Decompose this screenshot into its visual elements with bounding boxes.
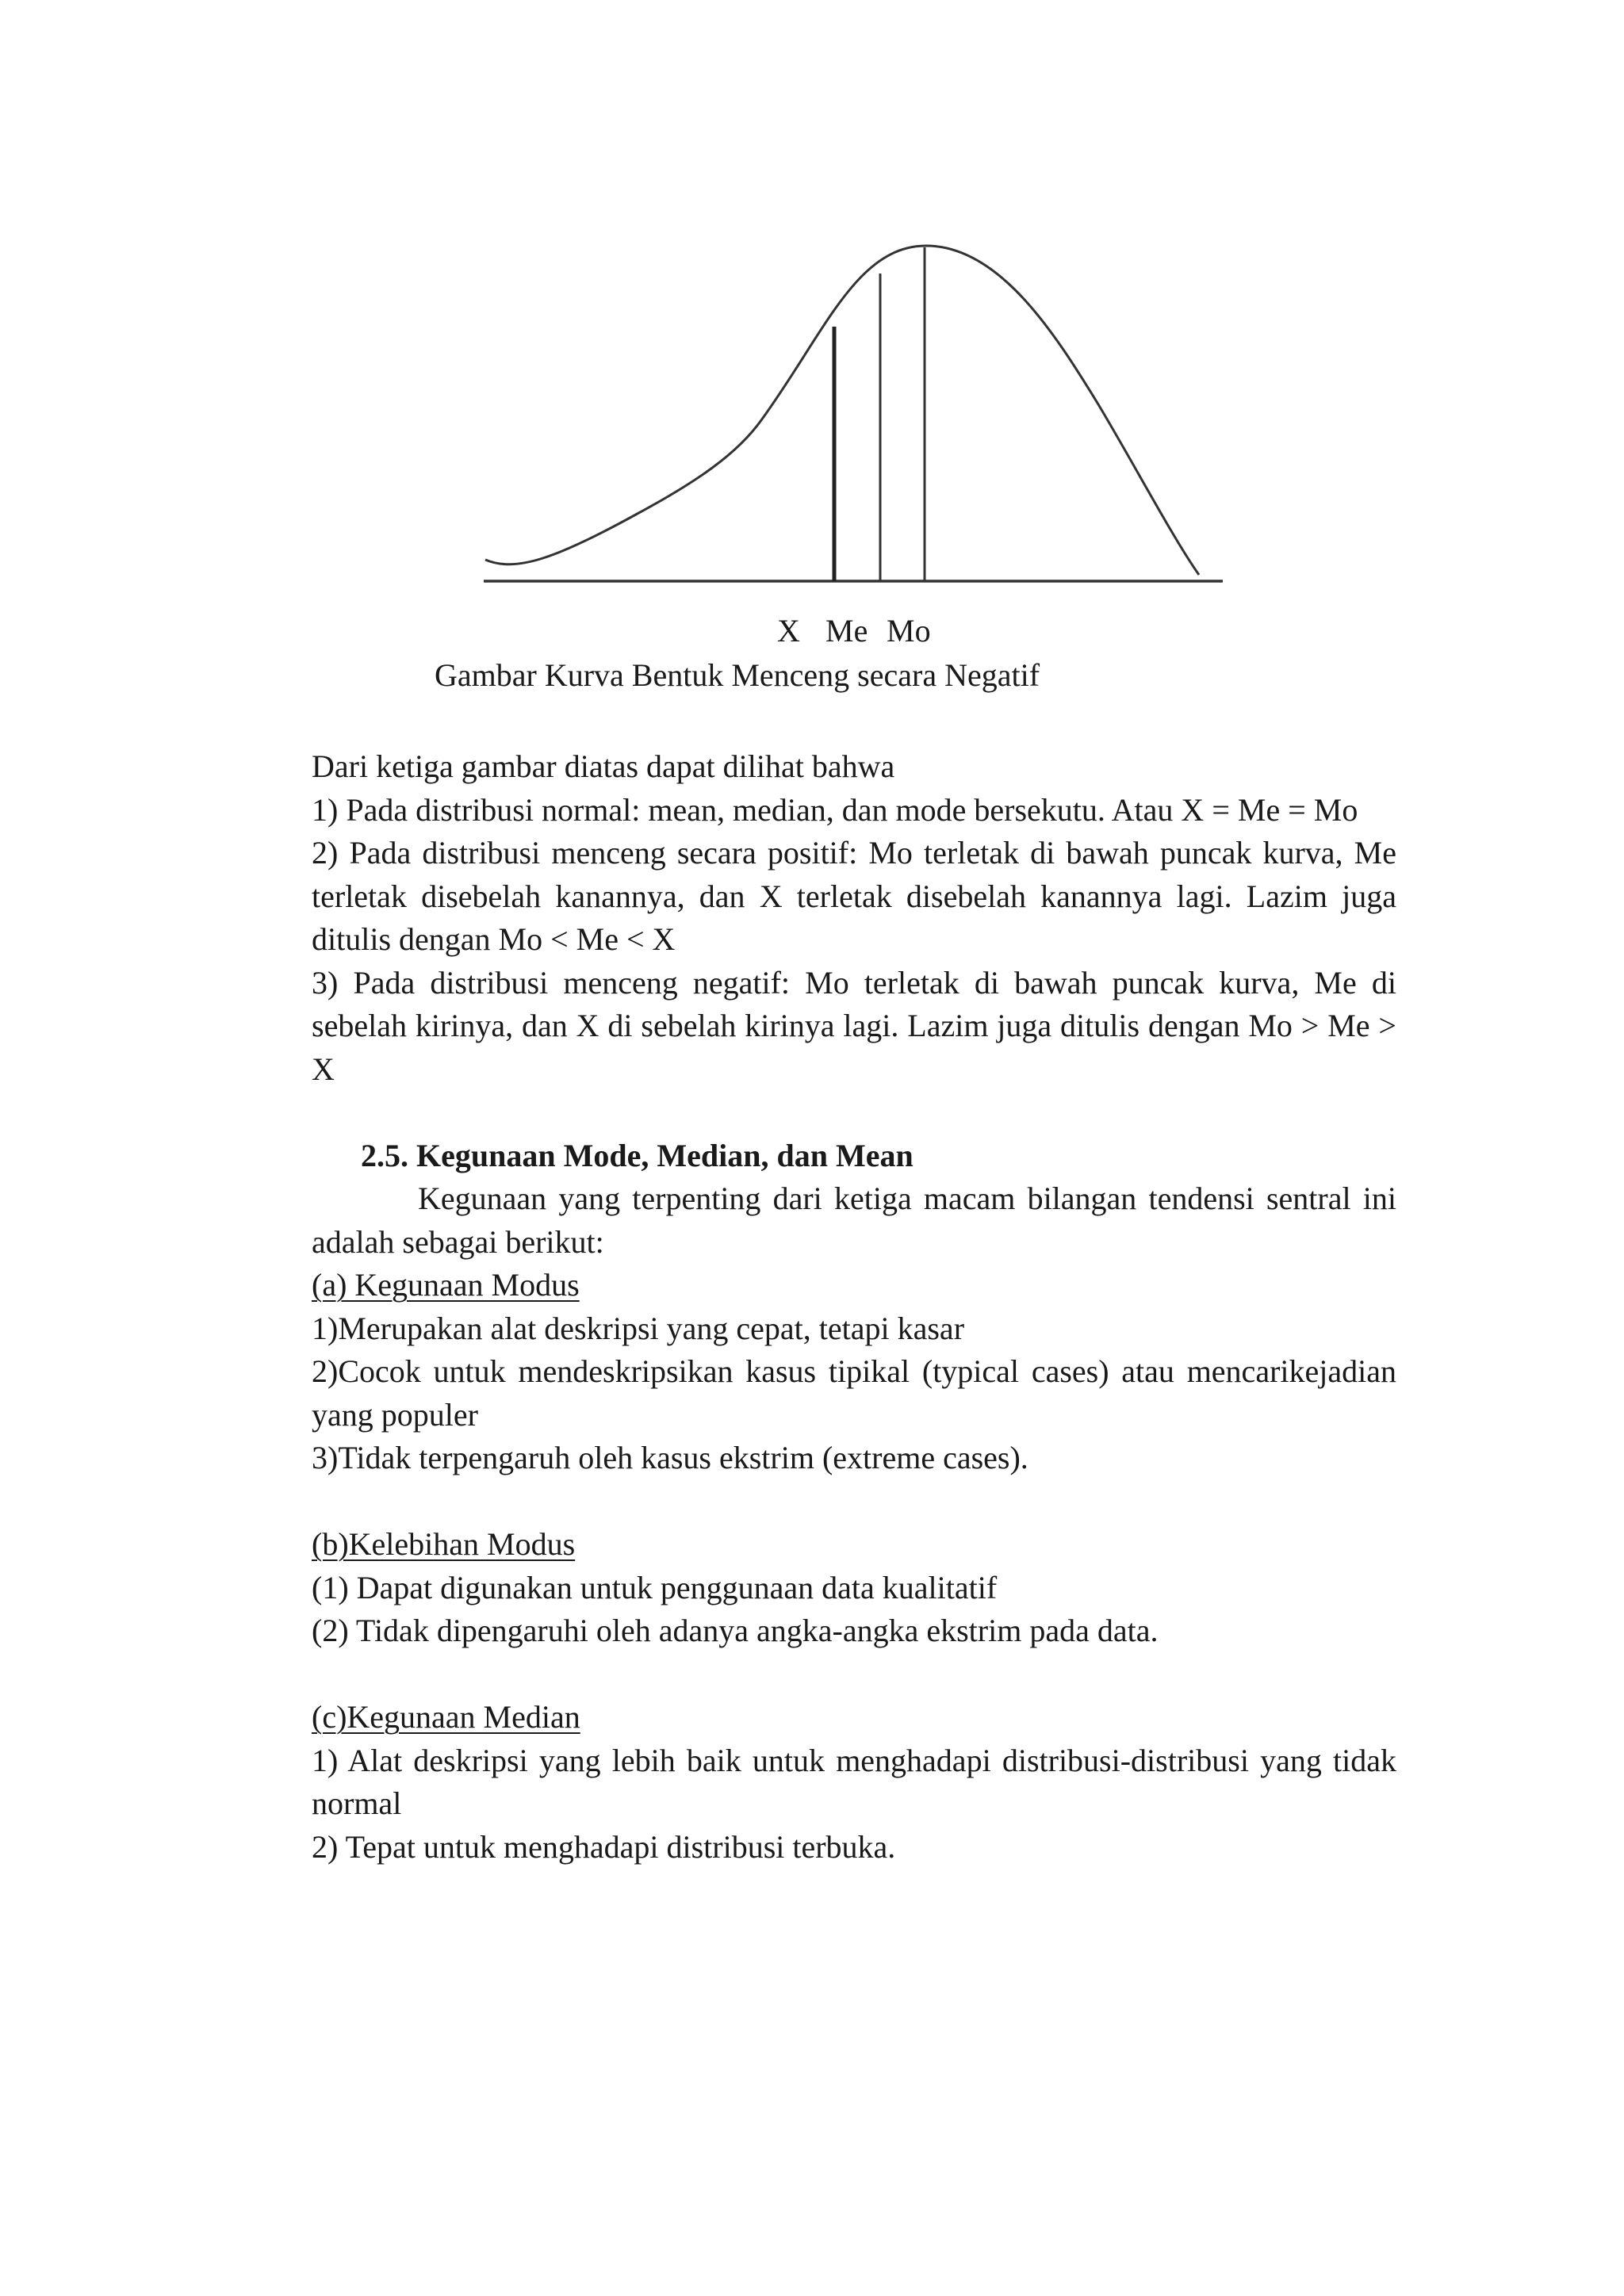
list-item: 1) Alat deskripsi yang lebih baik untuk menghadapi distribusi-distribusi yang tidak normal — [312, 1742, 1396, 1821]
negative-skew-curve-figure — [0, 0, 1624, 603]
list-item: 1)Merupakan alat deskripsi yang cepat, tetapi kasar — [312, 1310, 965, 1346]
list-item: (1) Dapat digunakan untuk penggunaan data kualitatif — [312, 1569, 998, 1605]
section-intro: Kegunaan yang terpenting dari ketiga macam bilangan tendensi sentral ini adalah sebagai berikut: — [312, 1181, 1396, 1260]
point-positive-skew: 2) Pada distribusi menceng secara positif: Mo terletak di bawah puncak kurva, Me terletak disebelah kanannya, dan X terletak disebelah kanannya lagi. Lazim juga ditulis dengan Mo < Me < X — [312, 835, 1396, 957]
figure-caption: Gambar Kurva Bentuk Menceng secara Negatif — [435, 657, 1040, 693]
intro-paragraph: Dari ketiga gambar diatas dapat dilihat bahwa — [312, 748, 895, 784]
kegunaan-median-title: (c)Kegunaan Median — [312, 1699, 580, 1735]
list-item: 2) Tepat untuk menghadapi distribusi terbuka. — [312, 1828, 896, 1865]
kelebihan-modus-title: (b)Kelebihan Modus — [312, 1526, 576, 1562]
body-text — [312, 745, 1396, 1869]
median-label: Me — [825, 613, 868, 649]
list-item: (2) Tidak dipengaruhi oleh adanya angka-angka ekstrim pada data. — [312, 1613, 1159, 1648]
point-negative-skew: 3) Pada distribusi menceng negatif: Mo terletak di bawah puncak kurva, Me di sebelah kirinya, dan X di sebelah kirinya lagi. Lazim juga ditulis dengan Mo > Me > X — [312, 964, 1396, 1087]
mean-label: X — [777, 613, 800, 649]
point-normal: 1) Pada distribusi normal: mean, median, dan mode bersekutu. Atau X = Me = Mo — [312, 791, 1358, 828]
list-item: 3)Tidak terpengaruh oleh kasus ekstrim (extreme cases). — [312, 1440, 1028, 1475]
section-heading: 2.5. Kegunaan Mode, Median, dan Mean — [361, 1137, 914, 1173]
figure-labels — [0, 612, 1624, 656]
mode-label: Mo — [887, 613, 931, 649]
kegunaan-modus-title: (a) Kegunaan Modus — [312, 1267, 580, 1303]
list-item: 2)Cocok untuk mendeskripsikan kasus tipikal (typical cases) atau mencarikejadian yang populer — [312, 1353, 1396, 1433]
skewed-curve — [485, 246, 1199, 575]
